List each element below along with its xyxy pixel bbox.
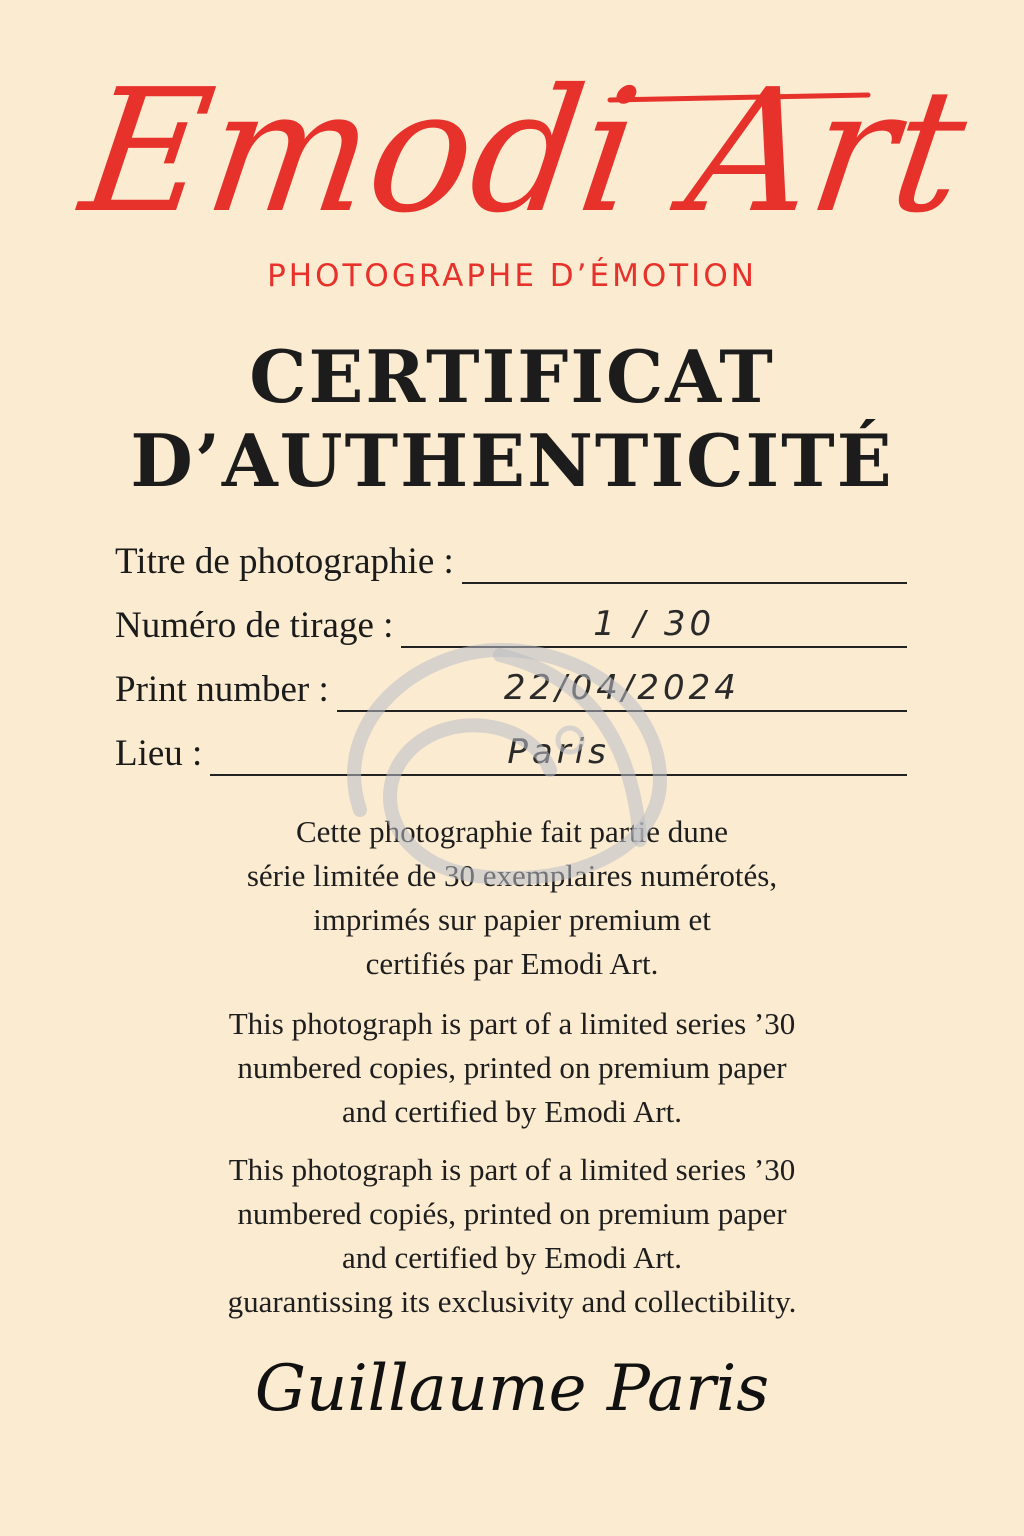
svg-text:Emodi Art: Emodi Art [71, 52, 977, 251]
brand-logo-script [0, 40, 1024, 270]
field-print-run [115, 598, 907, 648]
text-english-1-line: This photograph is part of a limited series ’30 [228, 1006, 796, 1041]
text-french [0, 810, 1024, 986]
text-english-2-line: and certified by Emodi Art. [341, 1240, 683, 1275]
text-english-1 [0, 1002, 1024, 1134]
text-english-2-line: This photograph is part of a limited series ’30 [228, 1152, 796, 1187]
field-print-number [115, 662, 907, 712]
brand-tagline: PHOTOGRAPHE D’ÉMOTION [267, 258, 757, 294]
field-print-number-value: 22/04/2024 [503, 668, 740, 708]
field-location-value: Paris [507, 732, 610, 772]
field-photo-title-label: Titre de photographie : [115, 541, 454, 582]
text-english-2-line: guarantissing its exclusivity and collectibility. [227, 1284, 797, 1319]
field-location-label: Lieu : [115, 733, 203, 774]
field-print-run-value: 1 / 30 [593, 604, 716, 644]
text-french-line: Cette photographie fait partie dune [295, 814, 729, 849]
text-english-2-line: numbered copiés, printed on premium paper [237, 1196, 787, 1231]
field-print-run-label: Numéro de tirage : [115, 605, 394, 646]
field-print-run-line [401, 606, 907, 648]
certificate-title-line-2: D’AUTHENTICITÉ [130, 418, 894, 503]
text-english-1-line: numbered copies, printed on premium paper [237, 1050, 787, 1085]
signature: Guillaume Paris [254, 1352, 770, 1426]
field-location-line [210, 734, 907, 776]
text-english-2 [0, 1148, 1024, 1324]
certificate-title-line-1: CERTIFICAT [249, 334, 775, 419]
text-french-line: imprimés sur papier premium et [313, 902, 711, 937]
field-location [115, 726, 907, 776]
field-photo-title [115, 534, 907, 584]
text-english-1-line: and certified by Emodi Art. [341, 1094, 683, 1129]
brand-logo [0, 40, 1024, 270]
text-french-line: certifiés par Emodi Art. [365, 946, 659, 981]
text-french-line: série limitée de 30 exemplaires numérotés, [246, 858, 778, 893]
field-print-number-line [337, 670, 907, 712]
field-print-number-label: Print number : [115, 669, 329, 710]
field-photo-title-line [462, 542, 907, 584]
